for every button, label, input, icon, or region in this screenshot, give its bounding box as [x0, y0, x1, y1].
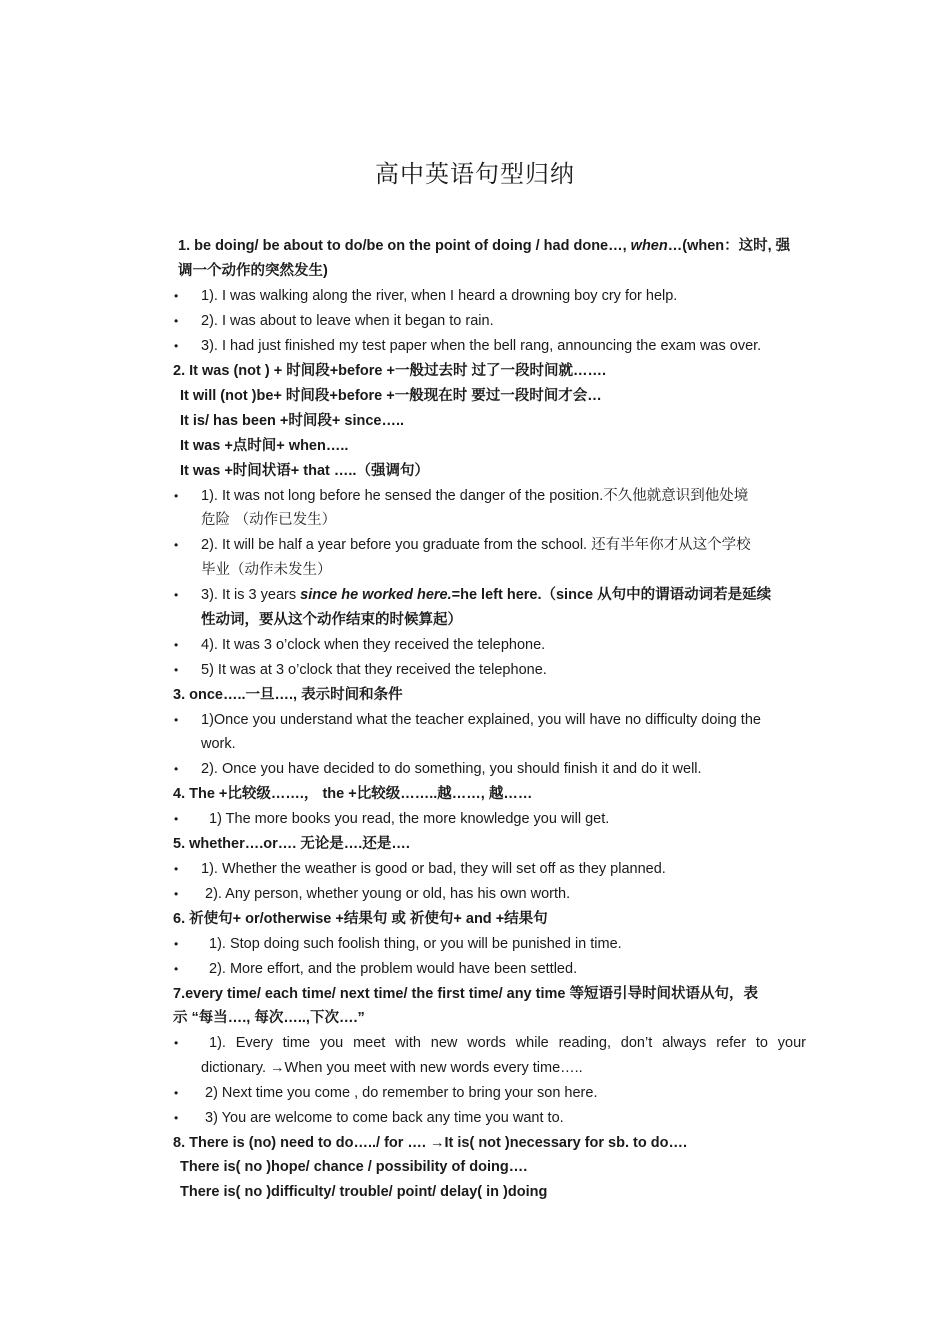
- section-5-heading: 5. whether….or…. 无论是….还是….: [173, 836, 410, 852]
- bullet: •: [174, 489, 179, 503]
- bullet: •: [174, 887, 179, 901]
- example-line: 3) You are welcome to come back any time you want to.: [205, 1110, 564, 1126]
- example-line: 2). Once you have decided to do something, you should finish it and do it well.: [201, 761, 702, 777]
- example-line: 1). Stop doing such foolish thing, or you will be punished in time.: [209, 936, 622, 952]
- example-line: 3). It is 3 years since he worked here.=he left here.（since 从句中的谓语动词若是延续: [201, 587, 772, 603]
- bullet: •: [174, 339, 179, 353]
- section-1-heading-cont: 调一个动作的突然发生): [178, 263, 328, 279]
- bullet: •: [174, 588, 179, 602]
- example-line: 3). I had just finished my test paper when the bell rang, announcing the exam was over.: [201, 338, 762, 354]
- bullet: •: [174, 713, 179, 727]
- bullet: •: [174, 962, 179, 976]
- example-line-cont: 毕业（动作未发生）: [201, 562, 332, 578]
- example-line: 4). It was 3 o’clock when they received the telephone.: [201, 637, 546, 653]
- example-line-cont: 危险 （动作已发生）: [201, 512, 337, 528]
- section-1-heading: 1. be doing/ be about to do/be on the point of doing / had done…, when…(when：这时, 强: [178, 238, 791, 254]
- example-line: 1). Whether the weather is good or bad, they will set off as they planned.: [201, 861, 666, 877]
- section-4-heading: 4. The +比较级…….， the +比较级……..越……, 越……: [173, 786, 533, 802]
- example-line-cont: 性动词，要从这个动作结束的时候算起）: [201, 612, 462, 628]
- example-line: 2). More effort, and the problem would have been settled.: [209, 961, 578, 977]
- section-7-heading-cont: 示 “每当…., 每次…..,下次….”: [173, 1010, 365, 1026]
- example-line: 1). Every time you meet with new words while reading, don’t always refer to your: [209, 1035, 806, 1051]
- example-line: 1). I was walking along the river, when I heard a drowning boy cry for help.: [201, 288, 678, 304]
- document-title: 高中英语句型归纳: [375, 160, 575, 188]
- example-line: 2). It will be half a year before you graduate from the school. 还有半年你才从这个学校: [201, 537, 751, 553]
- bullet: •: [174, 812, 179, 826]
- bullet: •: [174, 289, 179, 303]
- example-line-cont: dictionary. →When you meet with new words every time…..: [201, 1060, 583, 1076]
- bullet: •: [174, 314, 179, 328]
- section-8-pattern: There is( no )difficulty/ trouble/ point/ delay( in )doing: [180, 1184, 548, 1200]
- section-2-pattern: It will (not )be+ 时间段+before +一般现在时 要过一段时间才会…: [180, 388, 602, 404]
- example-line-cont: work.: [201, 736, 236, 752]
- bullet: •: [174, 762, 179, 776]
- example-line: 1). It was not long before he sensed the danger of the position.不久他就意识到他处境: [201, 488, 749, 504]
- bullet: •: [174, 1111, 179, 1125]
- section-2-pattern: It was +时间状语+ that …..（强调句）: [180, 463, 429, 479]
- section-7-heading: 7.every time/ each time/ next time/ the first time/ any time 等短语引导时间状语从句，表: [173, 986, 758, 1002]
- bullet: •: [174, 663, 179, 677]
- example-line: 2). I was about to leave when it began to rain.: [201, 313, 494, 329]
- section-2-pattern: It was +点时间+ when…..: [180, 438, 349, 454]
- section-2-heading: 2. It was (not ) + 时间段+before +一般过去时 过了一段时间就…….: [173, 363, 607, 379]
- example-line: 1) The more books you read, the more knowledge you will get.: [209, 811, 610, 827]
- bullet: •: [174, 1036, 179, 1050]
- bullet: •: [174, 538, 179, 552]
- example-line: 2). Any person, whether young or old, has his own worth.: [205, 886, 571, 902]
- section-3-heading: 3. once…..一旦…., 表示时间和条件: [173, 687, 403, 703]
- section-6-heading: 6. 祈使句+ or/otherwise +结果句 或 祈使句+ and +结果句: [173, 911, 548, 927]
- example-line: 2) Next time you come , do remember to bring your son here.: [205, 1085, 598, 1101]
- section-2-pattern: It is/ has been +时间段+ since…..: [180, 413, 405, 429]
- example-line: 5) It was at 3 o’clock that they received the telephone.: [201, 662, 547, 678]
- bullet: •: [174, 937, 179, 951]
- bullet: •: [174, 638, 179, 652]
- example-line: 1)Once you understand what the teacher explained, you will have no difficulty doing the: [201, 712, 761, 728]
- section-8-heading: 8. There is (no) need to do…../ for …. →It is( not )necessary for sb. to do….: [173, 1135, 687, 1151]
- bullet: •: [174, 862, 179, 876]
- bullet: •: [174, 1086, 179, 1100]
- section-8-pattern: There is( no )hope/ chance / possibility of doing….: [180, 1159, 528, 1175]
